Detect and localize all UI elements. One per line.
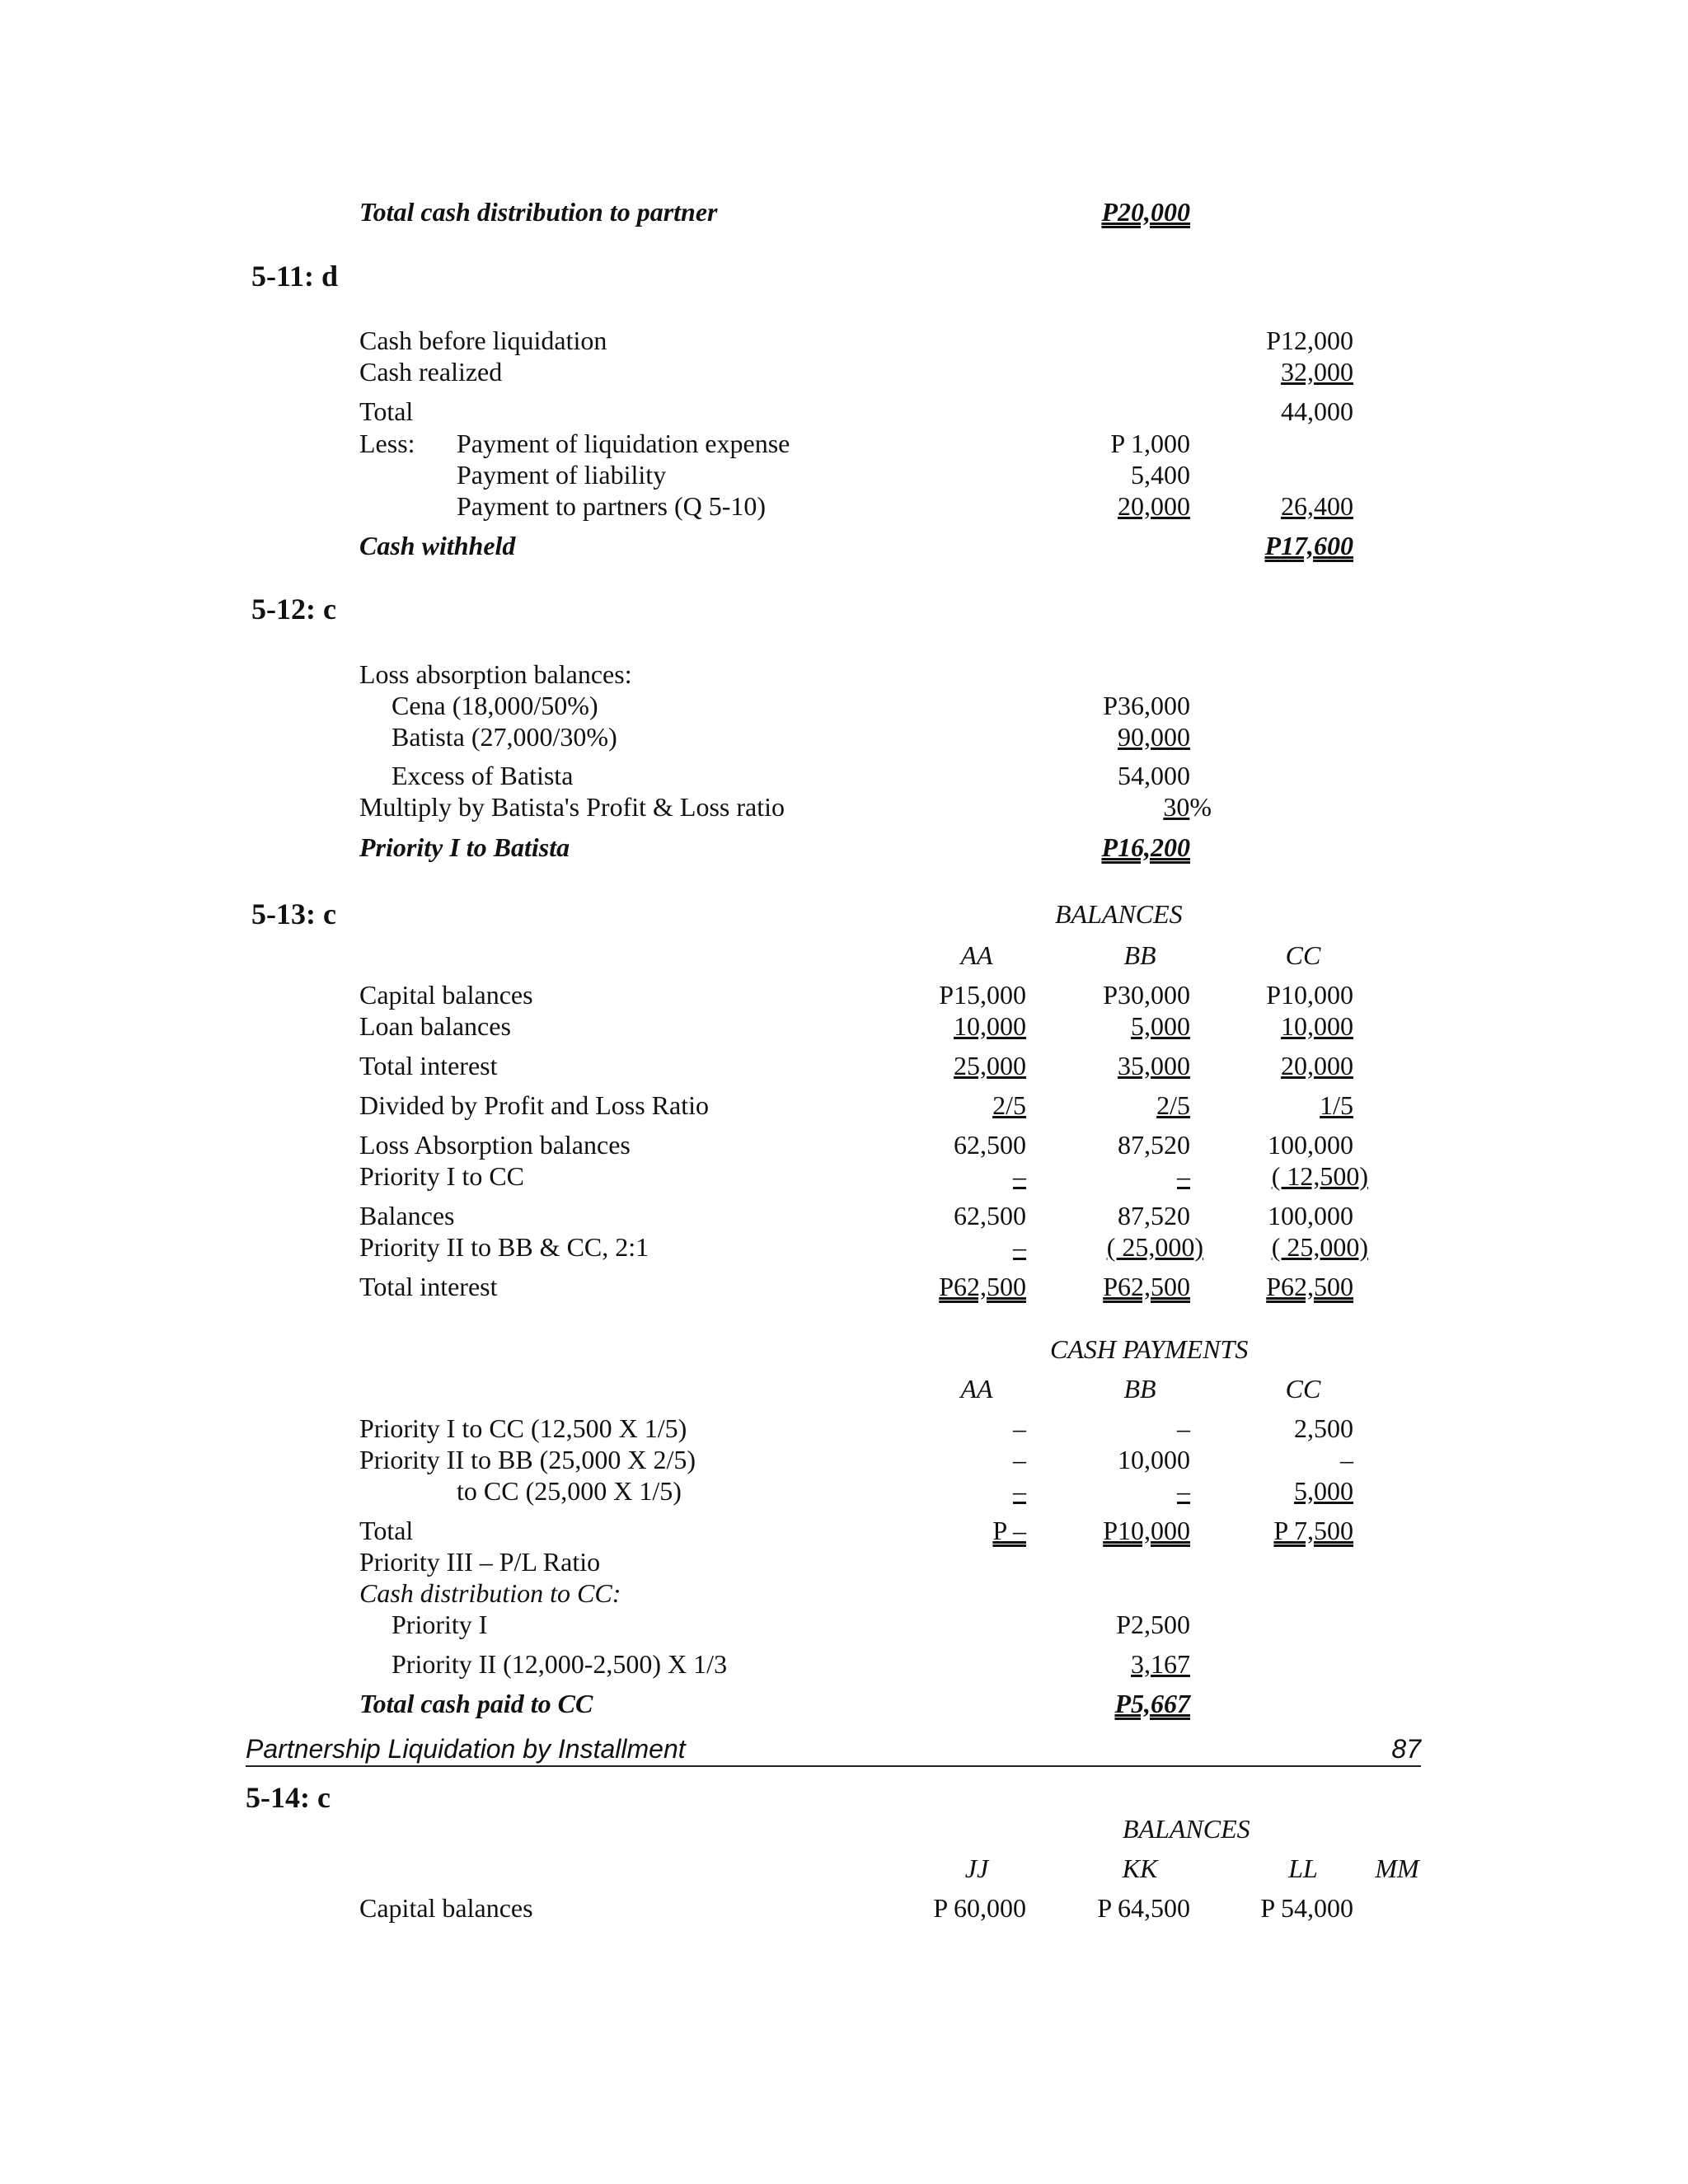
cell: ( 12,500)	[1271, 1161, 1368, 1191]
cell: –	[1177, 1413, 1190, 1443]
column-header: MM	[1375, 1854, 1419, 1883]
row-label: Priority II (12,000-2,500) X 1/3	[392, 1649, 728, 1679]
row-value: 90,000	[1118, 722, 1190, 752]
row-value: 44,000	[1281, 396, 1353, 426]
row-value	[1055, 791, 1212, 823]
column-header: BB	[1123, 940, 1156, 970]
row-label: Multiply by Batista's Profit & Loss ratio	[359, 792, 785, 822]
row-label: Divided by Profit and Loss Ratio	[359, 1090, 709, 1120]
cell: ( 25,000)	[1106, 1232, 1203, 1262]
row-label: Payment to partners (Q 5-10)	[457, 491, 767, 521]
priority-3-label: Priority III – P/L Ratio	[359, 1547, 601, 1577]
cell: –	[1013, 1413, 1026, 1443]
column-header: JJ	[964, 1854, 989, 1883]
row-label: Cash before liquidation	[359, 326, 607, 355]
total-paid-value: P5,667	[1114, 1689, 1190, 1718]
row-label: Payment of liability	[457, 460, 667, 490]
cell: P10,000	[1103, 1516, 1190, 1545]
cell: P10,000	[1266, 980, 1353, 1010]
row-label: Total	[359, 396, 414, 426]
cell: –	[1013, 1161, 1026, 1191]
balances-title: BALANCES	[1055, 899, 1183, 929]
column-header: CC	[1285, 940, 1321, 970]
row-value: P36,000	[1103, 691, 1190, 720]
cell: 2,500	[1294, 1413, 1353, 1443]
page-number: 87	[1391, 1734, 1421, 1764]
section-title: Loss absorption balances:	[359, 659, 632, 689]
column-header: AA	[960, 940, 993, 970]
row-label: Priority I to CC	[359, 1161, 525, 1191]
cell: –	[1177, 1161, 1190, 1191]
row-value: 3,167	[1131, 1649, 1190, 1679]
cash-withheld-value: P17,600	[1264, 531, 1353, 560]
row-label: Total	[359, 1516, 414, 1545]
column-header: BB	[1123, 1374, 1156, 1404]
cell: P 7,500	[1273, 1516, 1353, 1545]
cell: 100,000	[1268, 1201, 1353, 1230]
intro-value: P20,000	[1101, 197, 1190, 227]
cell: 5,000	[1131, 1011, 1190, 1041]
cell: P62,500	[939, 1272, 1026, 1301]
row-label: Excess of Batista	[392, 761, 574, 790]
cash-withheld-label: Cash withheld	[359, 531, 516, 560]
row-value: 26,400	[1281, 491, 1353, 521]
heading-5-11: 5-11: d	[251, 260, 339, 293]
priority-label: Priority I to Batista	[359, 832, 570, 862]
row-label: Priority II to BB (25,000 X 2/5)	[359, 1445, 696, 1474]
row-label: Total interest	[359, 1272, 498, 1301]
row-label: Priority I to CC (12,500 X 1/5)	[359, 1413, 687, 1443]
cell: 20,000	[1281, 1051, 1353, 1080]
cell: 87,520	[1118, 1201, 1190, 1230]
row-value: P2,500	[1116, 1610, 1190, 1639]
cell: 10,000	[1281, 1011, 1353, 1041]
row-label: Capital balances	[359, 1893, 533, 1923]
row-label: Balances	[359, 1201, 455, 1230]
row-label: Priority I	[392, 1610, 488, 1639]
cash-payments-title: CASH PAYMENTS	[1050, 1334, 1249, 1364]
cell: –	[1340, 1445, 1353, 1474]
cell: 62,500	[954, 1201, 1026, 1230]
row-value: 20,000	[1118, 491, 1190, 521]
cell: 1/5	[1320, 1090, 1353, 1120]
cell: P 64,500	[1097, 1893, 1190, 1923]
balances-title: BALANCES	[1123, 1814, 1250, 1844]
cell: 2/5	[1156, 1090, 1190, 1120]
row-value: 5,400	[1131, 460, 1190, 490]
row-label: Loss Absorption balances	[359, 1130, 631, 1160]
total-paid-label: Total cash paid to CC	[359, 1689, 593, 1718]
cell: 2/5	[992, 1090, 1026, 1120]
row-label: Total interest	[359, 1051, 498, 1080]
intro-label: Total cash distribution to partner	[359, 197, 718, 227]
cell: P –	[992, 1516, 1026, 1545]
row-label: Batista (27,000/30%)	[392, 722, 617, 752]
row-label: Cash realized	[359, 357, 503, 387]
cell: 62,500	[954, 1130, 1026, 1160]
cell: P62,500	[1266, 1272, 1353, 1301]
cell: P 60,000	[933, 1893, 1026, 1923]
ratio-value: 30	[1163, 792, 1190, 822]
page-footer	[246, 1732, 1421, 1767]
cell: 5,000	[1294, 1476, 1353, 1506]
cell: –	[1013, 1476, 1026, 1506]
row-label: to CC (25,000 X 1/5)	[457, 1476, 682, 1506]
cell: 100,000	[1268, 1130, 1353, 1160]
column-header: CC	[1285, 1374, 1321, 1404]
less-label: Less:	[359, 429, 415, 458]
row-label: Cena (18,000/50%)	[392, 691, 598, 720]
cell: –	[1177, 1476, 1190, 1506]
row-label: Loan balances	[359, 1011, 511, 1041]
percent-sign: %	[1189, 792, 1212, 822]
row-value: P 1,000	[1110, 429, 1190, 458]
cell: P 54,000	[1260, 1893, 1353, 1923]
column-header: AA	[960, 1374, 993, 1404]
cell: –	[1013, 1232, 1026, 1262]
cell: 25,000	[954, 1051, 1026, 1080]
heading-5-13: 5-13: c	[251, 898, 336, 930]
column-header: KK	[1122, 1854, 1158, 1883]
cell: 87,520	[1118, 1130, 1190, 1160]
row-label: Priority II to BB & CC, 2:1	[359, 1232, 649, 1262]
cash-distribution-label: Cash distribution to CC:	[359, 1578, 621, 1608]
heading-5-12: 5-12: c	[251, 593, 336, 626]
row-value: 54,000	[1118, 761, 1190, 790]
row-label: Payment of liquidation expense	[457, 429, 790, 458]
cell: –	[1013, 1445, 1026, 1474]
cell: P30,000	[1103, 980, 1190, 1010]
cell: P62,500	[1103, 1272, 1190, 1301]
cell: 10,000	[954, 1011, 1026, 1041]
row-value: P12,000	[1266, 326, 1353, 355]
cell: 10,000	[1118, 1445, 1190, 1474]
column-header: LL	[1288, 1854, 1318, 1883]
priority-value: P16,200	[1101, 832, 1190, 862]
footer-title: Partnership Liquidation by Installment	[246, 1734, 686, 1764]
cell: P15,000	[939, 980, 1026, 1010]
heading-5-14: 5-14: c	[246, 1781, 331, 1814]
cell: ( 25,000)	[1271, 1232, 1368, 1262]
cell: 35,000	[1118, 1051, 1190, 1080]
row-value: 32,000	[1281, 357, 1353, 387]
row-label: Capital balances	[359, 980, 533, 1010]
